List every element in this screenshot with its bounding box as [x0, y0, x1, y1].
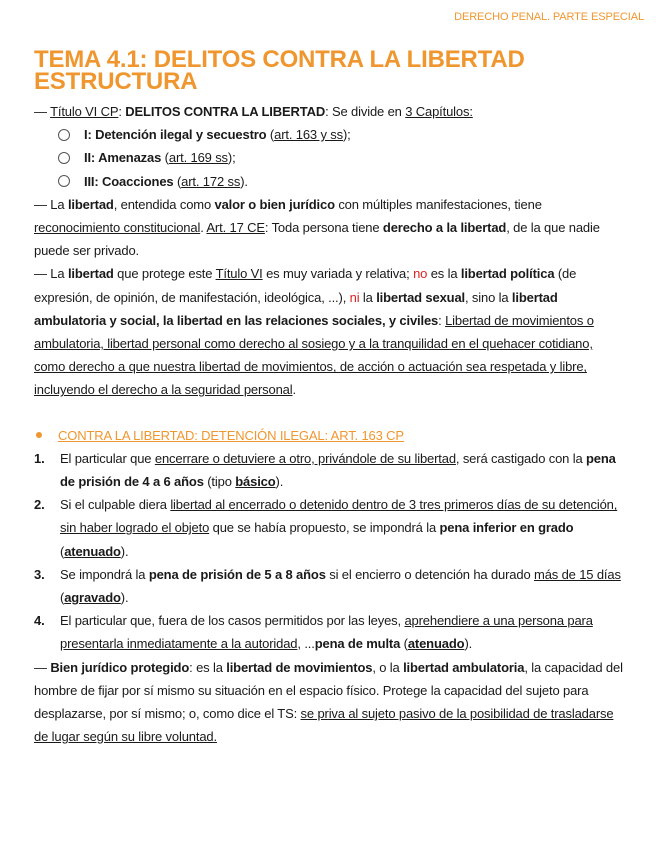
intro-line: — Título VI CP: DELITOS CONTRA LA LIBERTAD: Se divide en 3 Capítulos: [34, 104, 473, 119]
paragraph-libertad-valor: — La libertad, entendida como valor o bien jurídico con múltiples manifestaciones, tiene reconocimiento constitucional. Art. 17 CE: Toda persona tiene derecho a la libertad, de la que nadie puede ser privado. [34, 196, 600, 259]
chapter-item: III: Coacciones (art. 172 ss). [34, 170, 626, 193]
section-heading: CONTRA LA LIBERTAD: DETENCIÓN ILEGAL: ART. 163 CP [34, 424, 626, 447]
numbered-item: 1. El particular que encerrare o detuviere a otro, privándole de su libertad, será castigado con la pena de prisión de 4 a 6 años (tipo básico). [34, 450, 616, 490]
title-line-1: TEMA 4.1: DELITOS CONTRA LA LIBERTAD [34, 46, 525, 73]
paragraph-bien-juridico: — Bien jurídico protegido: es la libertad de movimientos, o la libertad ambulatoria, la capacidad del hombre de fijar por sí mismo su situación en el espacio físico. Protege la capacidad del sujeto para desplazarse, por sí mismo; o, como dice el TS: se priva al sujeto pasivo de la posibilidad de trasladarse de lugar según su libre voluntad. [34, 659, 623, 745]
titulo-ref: Título VI CP [50, 104, 119, 119]
page-title [34, 46, 644, 95]
numbered-item: 2. Si el culpable diera libertad al encerrado o detenido dentro de 3 tres primeros días de su detención, sin haber logrado el objeto que se había propuesto, se impondrá la pena inferior en grado (atenuado). [34, 497, 618, 559]
radio-bullet-icon [58, 152, 70, 164]
numbered-item: 4. El particular que, fuera de los casos permitidos por las leyes, aprehendiere a una persona para presentarla inmediatamente a la autoridad, ...pena de multa (atenuado). [34, 613, 593, 652]
title-line-2: ESTRUCTURA [34, 68, 198, 95]
radio-bullet-icon [58, 129, 70, 141]
capitulos-ref: 3 Capítulos: [405, 104, 473, 119]
chapter-item: I: Detención ilegal y secuestro (art. 163 y ss); [34, 123, 626, 146]
paragraph-libertad-tipos: — La libertad que protege este Título VI es muy variada y relativa; no es la libertad política (de expresión, de opinión, de manifestación, ideológica, ...), ni la libertad sexual, sino la libertad ambulatoria y social, la libertad en las relaciones sociales, y civiles: Libertad de movimientos o ambulatoria, libertad personal como derecho al sosiego y a la tranquilidad en el quehacer cotidiano, como derecho a que nuestra libertad de movimientos, de acción o actuación sea respetada y libre, incluyendo el derecho a la seguridad personal. [34, 266, 594, 398]
chapter-item: II: Amenazas (art. 169 ss); [34, 146, 626, 169]
bullet-dot-icon [36, 432, 42, 438]
delitos-heading: DELITOS CONTRA LA LIBERTAD [125, 104, 326, 119]
document-body [34, 100, 626, 748]
spacer [34, 402, 626, 424]
course-header: DERECHO PENAL. PARTE ESPECIAL [454, 11, 644, 23]
radio-bullet-icon [58, 175, 70, 187]
numbered-item: 3. Se impondrá la pena de prisión de 5 a 8 años si el encierro o detención ha durado más de 15 días (agravado). [34, 566, 621, 606]
